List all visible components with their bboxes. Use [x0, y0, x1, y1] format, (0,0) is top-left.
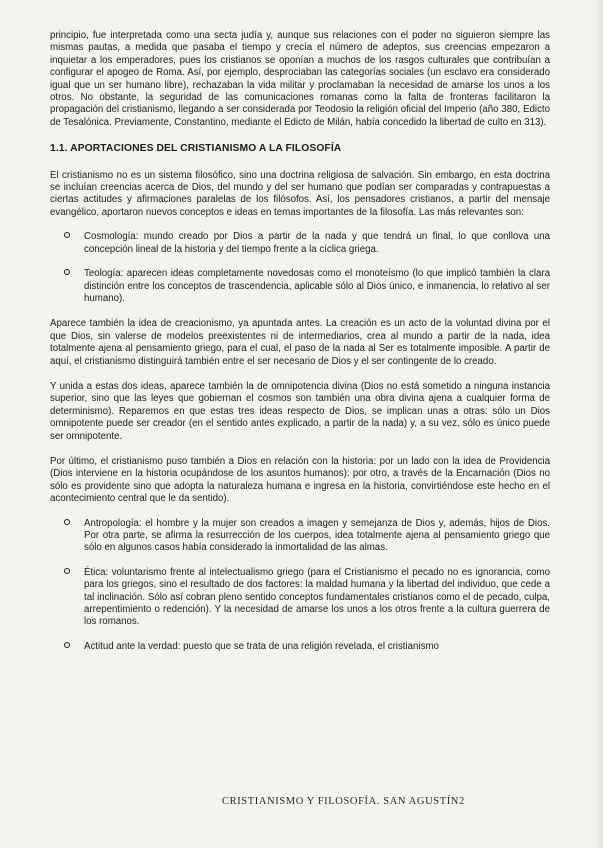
paragraph-historia: Por último, el cristianismo puso también a Dios en relación con la historia: por un lado con la idea de Providencia (Dios interviene en la historia ocupándose de los asuntos humanos): por otro, a través de la Encarnación (Dios no sólo es providente sino que adopta la naturaleza humana e ingresa en la historia, convirtiéndose este hecho en el acontecimiento central que le da sentido). [50, 455, 550, 505]
paragraph-omnipotencia: Y unida a estas dos ideas, aparece también la de omnipotencia divina (Dios no está sometido a ninguna instancia superior, sino que las leyes que gobiernan el cosmos son también una obra divina ajena a cualquier forma de determinismo). Reparemos en que estas tres ideas respecto de Dios, se implican unas a otras: sólo un Dios omnipotente puede ser creador (en el sentido antes explicado, a partir de la nada) y, a su vez, sólo es único puede ser omnipotente. [50, 380, 550, 442]
paragraph-doctrina: El cristianismo no es un sistema filosófico, sino una doctrina religiosa de salvación. Sin embargo, en esta doctrina se incluían creencias acerca de Dios, del mundo y del ser humano que podían ser comparadas y contrapuestas a ciertas actitudes y afirmaciones paralelas de los filósofos. Así, los pensadores cristianos, a partir del mensaje evangélico, aportaron nuevos conceptos e ideas en temas importantes de la filosofía. Las más relevantes son: [50, 169, 550, 218]
bullet-circle-icon [64, 568, 70, 574]
bullet-actitud-text: Actitud ante la verdad: puesto que se trata de una religión revelada, el cristianismo [84, 640, 439, 652]
document-body [50, 30, 550, 653]
bullet-circle-icon [64, 269, 70, 275]
bullet-antropologia [50, 518, 550, 555]
bullet-antropologia-text: Antropología: el hombre y la mujer son creados a imagen y semejanza de Dios y, además, hijos de Dios. Por otra parte, se afirma la resurrección de los cuerpos, idea totalmente ajena al pensamiento griego que sólo en algunos casos había considerado la inmortalidad de las almas. [84, 517, 550, 554]
bullet-teologia [50, 268, 550, 305]
paragraph-creacionismo: Aparece también la idea de creacionismo, ya apuntada antes. La creación es un acto de la voluntad divina por el que Dios, sin valerse de modelos preexistentes ni de intermediarios, crea al mundo a partir de la nada, idea totalmente ajena al pensamiento griego, para el cual, el paso de la nada al Ser es totalmente imposible. A partir de aquí, el cristianismo distinguirá también entre el ser necesario de Dios y el ser contingente de lo creado. [50, 318, 550, 367]
bullet-teologia-text: Teología: aparecen ideas completamente novedosas como el monoteísmo (lo que implicó también la clara distinción entre los conceptos de trascendencia, aplicable sólo al Dios único, e inmanencia, lo relativo al ser humano). [84, 268, 550, 304]
bullet-circle-icon [64, 642, 70, 648]
section-title: 1.1. APORTACIONES DEL CRISTIANISMO A LA FILOSOFÍA [50, 143, 342, 155]
bullet-cosmologia-text: Cosmología: mundo creado por Dios a partir de la nada y que tendrá un final, lo que conllova una concepción lineal de la historia y del tiempo frente a la cíclica griega. [84, 231, 550, 255]
bullet-circle-icon [64, 232, 70, 238]
bullet-actitud-verdad [50, 641, 550, 653]
bullet-circle-icon [64, 519, 70, 525]
intro-paragraph: principio, fue interpretada como una secta judía y, aunque sus relaciones con el poder no siguieron siempre las mismas pautas, a medida que pasaba el tiempo y crecía el número de adeptos, sus creencias empezaron a inquietar a los emperadores, pues los cristianos se oponían a muchos de los rasgos culturales que contribuían a configurar el apogeo de Roma. Así, por ejemplo, desprociaban las categorías sociales (un esclavo era considerado igual que un ser humano libre), rechazaban la vida militar y proclamaban la necesidad de amarse los unos a los otros. No obstante, la seguridad de las comunicaciones romanas como la falta de fronteras facilitaron la propagación del cristianismo, llegando a ser considerada por Teodosio la religión oficial del Imperio (año 380, Edicto de Tesalónica. Previamente, Constantino, mediante el Edicto de Milán, había concedido la libertad de culto en 313). [50, 30, 550, 128]
page-footer: CRISTIANISMO Y FILOSOFÍA. SAN AGUSTÍN2 [222, 796, 465, 807]
bullet-etica [50, 567, 550, 629]
paper-edge-shadow [595, 0, 603, 848]
bullet-etica-text: Ética: voluntarismo frente al intelectualismo griego (para el Cristianismo el pecado no es ignorancia, como para los griegos, sino el resultado de dos factores: la maldad humana y la libertad del individuo, que cede a tal inclinación. Sólo así cobran pleno sentido conceptos fundamentales cristianos como el de pecado, culpa, arrepentimiento o redención). Y la necesidad de amarse los unos a los otros frente a la cultura guerrera de los romanos. [84, 566, 550, 628]
bullet-cosmologia [50, 231, 550, 256]
